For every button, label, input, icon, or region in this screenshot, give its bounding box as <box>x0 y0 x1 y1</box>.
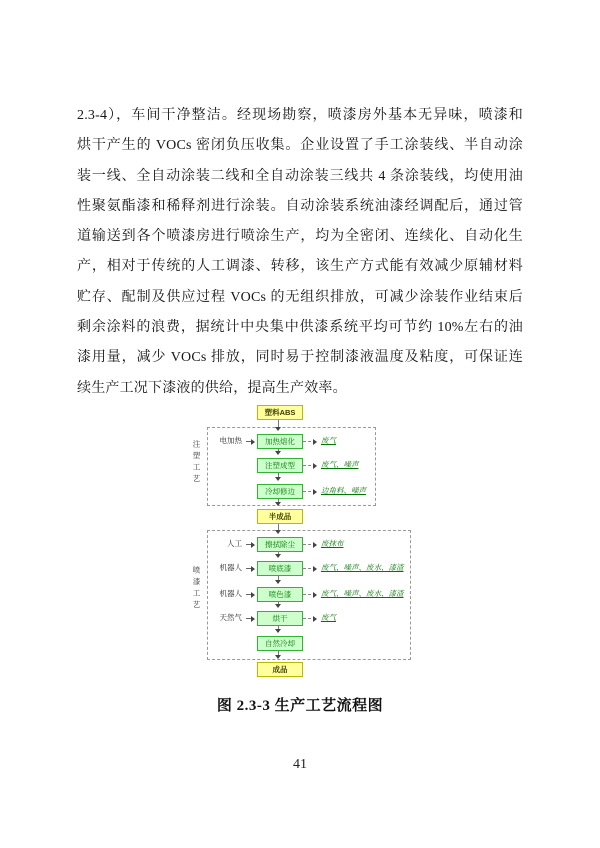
output-arrow <box>303 594 316 595</box>
flow-arrow-down <box>278 420 279 430</box>
flow-row <box>150 587 450 602</box>
flow-arrow-down <box>278 524 279 533</box>
flow-arrow-down <box>278 499 279 505</box>
output-label: 废气 <box>321 436 336 445</box>
input-arrow <box>246 568 254 569</box>
output-label: 废气、噪声、废水、漆渣 <box>321 589 404 598</box>
output-label: 边角料、噪声 <box>321 486 366 495</box>
input-arrow <box>246 618 254 619</box>
process-box: 注塑成型 <box>257 458 303 473</box>
process-box: 烘干 <box>257 611 303 626</box>
process-box: 喷底漆 <box>257 561 303 576</box>
flow-row <box>150 636 450 651</box>
output-arrow <box>303 465 316 466</box>
input-label: 电加热 <box>219 436 242 445</box>
paragraph-line: 装一线、全自动涂装二线和全自动涂装三线共 4 条涂装线，均使用油 <box>77 168 523 184</box>
section-injection-label: 注塑工艺 <box>192 440 201 486</box>
input-arrow <box>246 441 254 442</box>
output-arrow <box>303 568 316 569</box>
process-box: 自然冷却 <box>257 636 303 651</box>
paragraph-line: 漆用量，减少 VOCs 排放，同时易于控制漆液温度及粘度，可保证连 <box>77 350 523 366</box>
paragraph-line: 贮存、配制及供应过程 VOCs 的无组织排放，可减少涂装作业结束后 <box>77 289 523 305</box>
flow-row <box>150 434 450 449</box>
process-box: 冷却修边 <box>257 484 303 499</box>
flow-row <box>150 611 450 626</box>
paragraph-line: 道输送到各个喷漆房进行喷涂生产，均为全密闭、连续化、自动化生 <box>77 229 523 245</box>
flow-arrow-down <box>278 651 279 658</box>
output-label: 废抹布 <box>321 539 344 548</box>
process-flowchart <box>150 398 450 683</box>
material-box-abs: 塑料ABS <box>257 405 303 420</box>
flow-arrow-down <box>278 576 279 583</box>
paragraph-line: 剩余涂料的浪费，据统计中央集中供漆系统平均可节约 10%左右的油 <box>77 320 523 336</box>
output-label: 废气、噪声、废水、漆渣 <box>321 563 404 572</box>
page-number: 41 <box>293 757 307 772</box>
paragraph-line: 性聚氨酯漆和稀释剂进行涂装。自动涂装系统油漆经调配后，通过管 <box>77 198 523 214</box>
flow-arrow-down <box>278 626 279 632</box>
flow-row <box>150 537 450 552</box>
process-box: 擦拭除尘 <box>257 537 303 552</box>
output-arrow <box>303 618 316 619</box>
flow-row <box>150 458 450 473</box>
process-box: 加热熔化 <box>257 434 303 449</box>
input-label: 机器人 <box>219 563 242 572</box>
input-arrow <box>246 544 254 545</box>
input-arrow <box>246 594 254 595</box>
flow-arrow-down <box>278 473 279 480</box>
semi-product-box: 半成品 <box>257 509 303 524</box>
input-label: 天然气 <box>219 613 242 622</box>
paragraph-line: 续生产工况下漆液的供给，提高生产效率。 <box>77 380 347 396</box>
output-label: 废气、噪声 <box>321 460 359 469</box>
output-arrow <box>303 544 316 545</box>
input-label: 机器人 <box>219 589 242 598</box>
input-label: 人工 <box>227 539 242 548</box>
flow-arrow-down <box>278 602 279 607</box>
paragraph-line: 2.3-4），车间干净整洁。经现场勘察，喷漆房外基本无异味，喷漆和 <box>77 108 523 123</box>
flow-arrow-down <box>278 552 279 557</box>
figure-caption: 图 2.3-3 生产工艺流程图 <box>216 698 384 714</box>
output-arrow <box>303 441 316 442</box>
flow-row <box>150 484 450 499</box>
final-product-box: 成品 <box>257 662 303 677</box>
paragraph-line: 烘干产生的 VOCs 密闭负压收集。企业设置了手工涂装线、半自动涂 <box>77 138 523 154</box>
flow-arrow-down <box>278 449 279 454</box>
process-box: 喷色漆 <box>257 587 303 602</box>
section-painting-label: 喷漆工艺 <box>192 566 201 612</box>
output-label: 废气 <box>321 613 336 622</box>
paragraph-line: 产，相对于传统的人工调漆、转移，该生产方式能有效减少原辅材料 <box>77 259 523 275</box>
body-paragraph <box>77 101 523 404</box>
output-arrow <box>303 491 316 492</box>
flow-row <box>150 561 450 576</box>
